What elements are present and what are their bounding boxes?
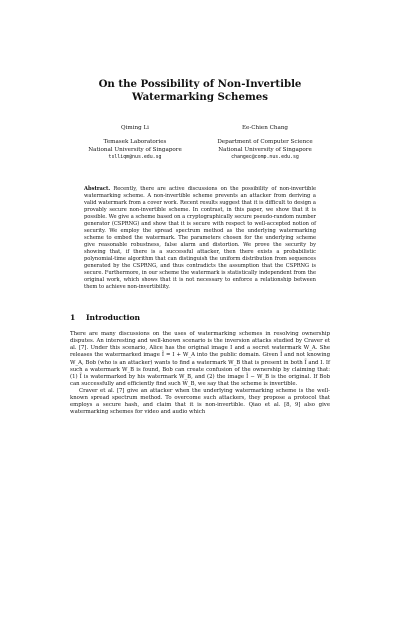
author-2: [200, 125, 330, 162]
paper-title: [70, 78, 330, 104]
abstract-label: Abstract.: [84, 185, 111, 192]
author-1-name: Qiming Li: [121, 125, 149, 131]
author-block: [70, 125, 330, 162]
author-2-affiliation-1: Department of Computer Science: [217, 139, 313, 146]
title-line-2: Watermarking Schemes: [132, 91, 268, 103]
paragraph-1: There are many discussions on the uses of watermarking schemes in resolving ownership disputes. An interesting and well-known scenario is the inversion attacks studied by Craver et al. [7]. Under this scenario, Alice has the original image I and a secret watermark W_A. She releases the watermarked image Ĩ = I + W_A into the public domain. Given Ĩ and not knowing W_A, Bob (who is an attacker) wants to find a watermark W_B that is present in both Ĩ and I. If such a watermark W_B is found, Bob can create confusion of the ownership by claiming that: (1) Ĩ is watermarked by his watermark W_B, and (2) the image Ĩ − W_B is the original. If Bob can successfully and efficiently find such W_B, we say that the scheme is invertible.: [70, 331, 330, 387]
section-number: 1: [70, 313, 76, 323]
author-2-name: Ee-Chien Chang: [241, 125, 289, 131]
paragraph-2: Craver et al. [7] give an attacker when the underlying watermarking scheme is the well-known spread spectrum method. To overcome such attackers, they propose a protocol that employs a secure hash, and claim that it is non-invertible. Qiao et al. [8, 9] also give watermarking schemes for video and audio which: [70, 387, 330, 415]
section-title: Introduction: [86, 313, 141, 323]
author-2-email: changec@comp.nus.edu.sg: [231, 154, 299, 161]
author-1-email: tslliqm@nus.edu.sg: [108, 154, 162, 161]
abstract: [84, 186, 316, 292]
section-heading: [70, 313, 330, 322]
abstract-text: Recently, there are active discussions on the possibility of non-invertible watermarking scheme. A non-invertible scheme prevents an attacker from deriving a valid watermark from a cover work. Recent results suggest that it is difficult to design a provably secure non-invertible scheme. In contrast, in this paper, we show that it is possible. We give a scheme based on a cryptographically secure pseudo-random number generator (CSPRNG) and show that it is secure with respect to well-accepted notion of security. We employ the spread spectrum method as the underlying watermarking scheme to embed the watermark. The parameters chosen for the underlying scheme give reasonable robustness, false alarm and distortion. We prove the security by showing that, if there is a successful attacker, then there exists a probabilistic polynomial-time algorithm that can distinguish the uniform distribution from sequences generated by the CSPRNG, and thus contradicts the assumption that the CSPRNG is secure. Furthermore, in our scheme the watermark is statistically independent from the original work, which shows that it is not necessary to enforce a relationship between them to achieve non-invertibility.: [84, 185, 317, 291]
author-1-affiliation-1: Temasek Laboratories: [103, 139, 167, 146]
author-1: [70, 125, 200, 162]
title-line-1: On the Possibility of Non-Invertible: [98, 78, 302, 90]
paper-page: [0, 78, 400, 644]
author-2-affiliation-2: National University of Singapore: [218, 146, 312, 153]
section-body: [70, 331, 330, 416]
author-1-affiliation-2: National University of Singapore: [88, 146, 182, 153]
